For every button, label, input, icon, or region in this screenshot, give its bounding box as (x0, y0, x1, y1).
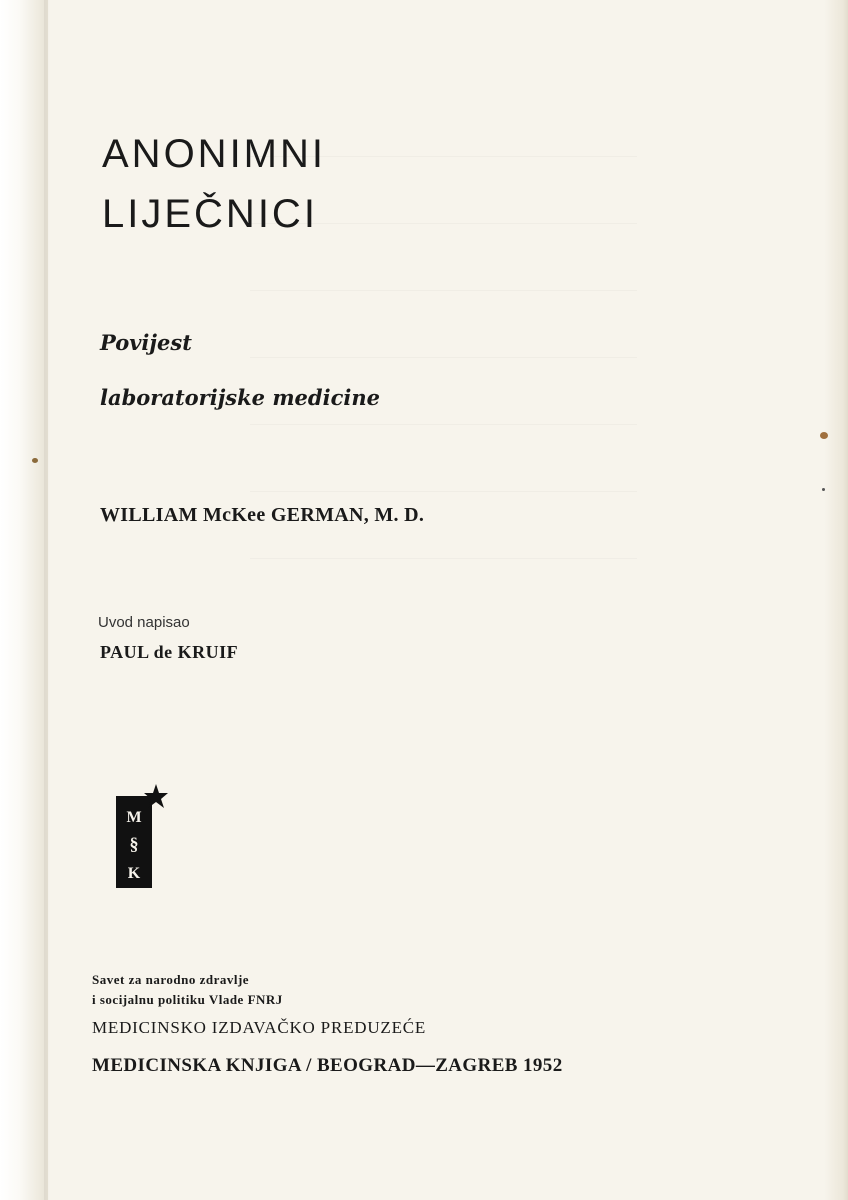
book-title-line-2: LIJEČNICI (102, 192, 318, 236)
publisher-imprint: MEDICINSKA KNJIGA / BEOGRAD—ZAGREB 1952 (92, 1055, 563, 1076)
spine-shadow (44, 0, 50, 1200)
council-line-1: Savet za narodno zdravlje (92, 972, 250, 987)
book-title-line-1: ANONIMNI (102, 132, 326, 176)
paper-stain (32, 458, 38, 463)
svg-text:M: M (126, 809, 142, 826)
page-edge-right (824, 0, 848, 1200)
author-name: WILLIAM McKee GERMAN, M. D. (100, 504, 425, 526)
publisher-name: MEDICINSKO IZDAVAČKO PREDUZEĆE (92, 1018, 427, 1037)
svg-text:§: § (129, 834, 139, 854)
paper-stain (822, 488, 825, 491)
introduction-label: Uvod napisao (98, 614, 190, 631)
page-margin-left (0, 0, 48, 1200)
subtitle-line-2: laboratorijske medicine (100, 385, 380, 410)
paper-stain (820, 432, 828, 439)
svg-text:K: K (127, 865, 141, 882)
subtitle-line-1: Povijest (100, 330, 192, 355)
publisher-logo (112, 782, 172, 890)
council-line-2: i socijalnu politiku Vlade FNRJ (92, 992, 283, 1007)
introduction-author: PAUL de KRUIF (100, 642, 239, 662)
